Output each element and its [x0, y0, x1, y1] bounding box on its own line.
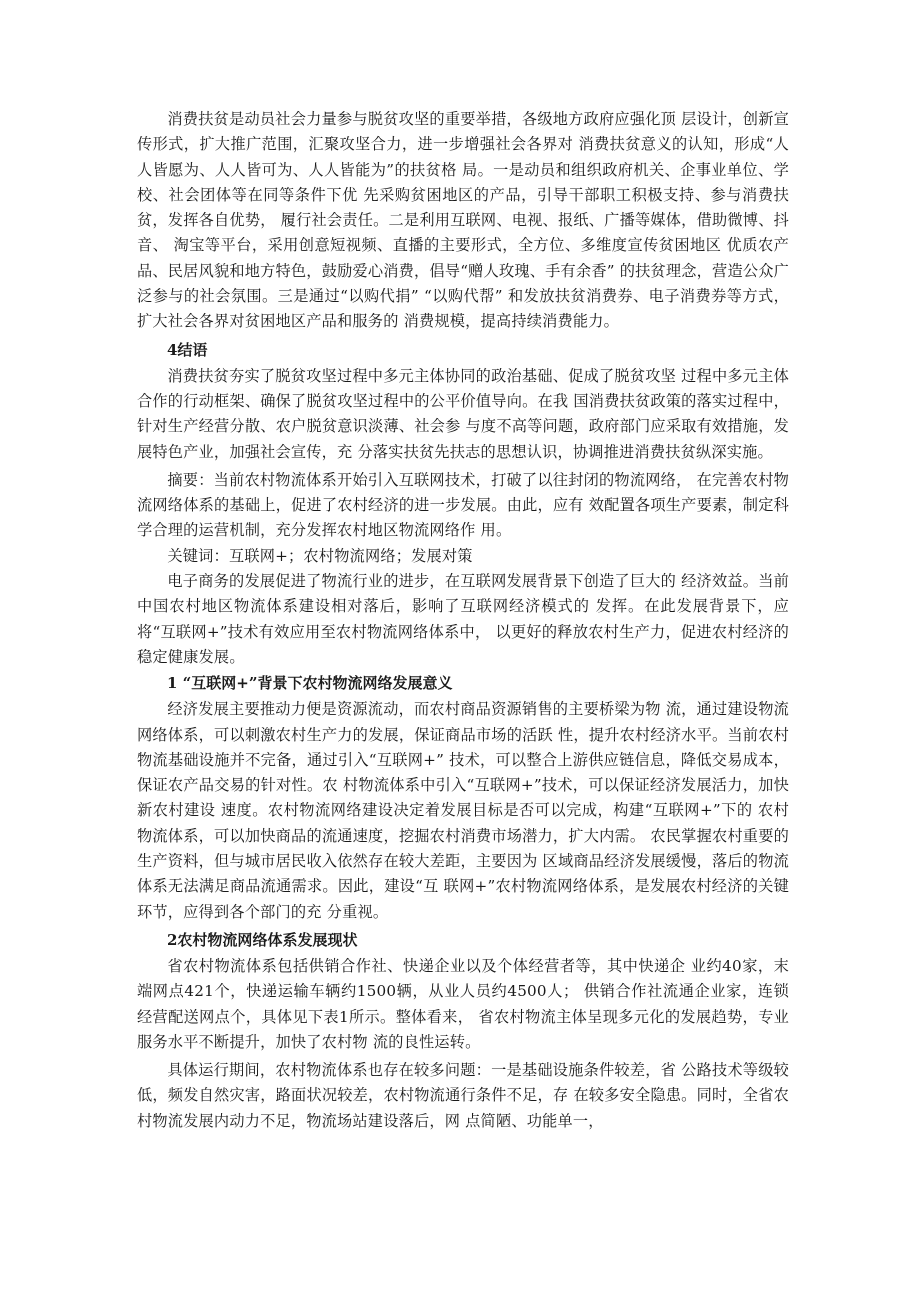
paragraph-abstract: 摘要：当前农村物流体系开始引入互联网技术，打破了以往封闭的物流网络， 在完善农村物流网络体系的基础上，促进了农村经济的进一步发展。由此，应有 效配置各项生产要素，制定科学合理的运营机制，充分发挥农村地区物流网络作 用。	[137, 470, 789, 540]
paragraph-introduction: 电子商务的发展促进了物流行业的进步，在互联网发展背景下创造了巨大的 经济效益。当前中国农村地区物流体系建设相对落后，影响了互联网经济模式的 发挥。在此发展背景下，应将“互联网+”技术有效应用至农村物流网络体系中， 以更好的释放农村生产力，促进农村经济的稳定健康发展。	[137, 572, 789, 666]
paragraph-keywords: 关键词：互联网+；农村物流网络；发展对策	[167, 546, 473, 565]
heading-conclusion: 4结语	[167, 340, 208, 359]
paragraph-section-2-status: 省农村物流体系包括供销合作社、快递企业以及个体经营者等，其中快递企 业约40家，末端网点421个，快递运输车辆约1500辆，从业人员约4500人； 供销合作社流通企业家，连锁经营配送网点个，具体见下表1所示。整体看来， 省农村物流主体呈现多元化的发展趋势，专业服务水平不断提升，加快了农村物 流的良性运转。	[137, 956, 789, 1051]
paragraph-consumption-poverty-measures: 消费扶贫是动员社会力量参与脱贫攻坚的重要举措，各级地方政府应强化顶 层设计，创新宣传形式，扩大推广范围，汇聚攻坚合力，进一步增强社会各界对 消费扶贫意义的认知，形成“人人皆愿为、人人皆可为、人人皆能为”的扶贫格 局。一是动员和组织政府机关、企事业单位、学校、社会团体等在同等条件下优 先采购贫困地区的产品，引导干部职工积极支持、参与消费扶贫，发挥各自优势， 履行社会责任。二是利用互联网、电视、报纸、广播等媒体，借助微博、抖音、 淘宝等平台，采用创意短视频、直播的主要形式，全方位、多维度宣传贫困地区 优质农产品、民居风貌和地方特色，鼓励爱心消费，倡导“赠人玫瑰、手有余香” 的扶贫理念，营造公众广泛参与的社会氛围。三是通过“以购代捐” “以购代帮” 和发放扶贫消费券、电子消费券等方式，扩大社会各界对贫困地区产品和服务的 消费规模，提高持续消费能力。	[137, 110, 789, 331]
document-page	[137, 107, 789, 1134]
heading-section-2: 2农村物流网络体系发展现状	[167, 930, 358, 949]
heading-section-1: 1 “互联网+”背景下农村物流网络发展意义	[167, 674, 453, 693]
paragraph-conclusion: 消费扶贫夯实了脱贫攻坚过程中多元主体协同的政治基础、促成了脱贫攻坚 过程中多元主体合作的行动框架、确保了脱贫攻坚过程中的公平价值导向。在我 国消费扶贫政策的落实过程中，针对生产经营分散、农户脱贫意识淡薄、社会参 与度不高等问题，政府部门应采取有效措施，发展特色产业，加强社会宣传，充 分落实扶贫先扶志的思想认识，协调推进消费扶贫纵深实施。	[137, 366, 789, 461]
paragraph-section-2-problems: 具体运行期间，农村物流体系也存在较多问题：一是基础设施条件较差，省 公路技术等级较低，频发自然灾害，路面状况较差，农村物流通行条件不足，存 在较多安全隐患。同时，全省农村物流发展内动力不足，物流场站建设落后，网 点简陋、功能单一，	[137, 1061, 789, 1130]
paragraph-section-1: 经济发展主要推动力便是资源流动，而农村商品资源销售的主要桥梁为物 流，通过建设物流网络体系，可以刺激农村生产力的发展，保证商品市场的活跃 性，提升农村经济水平。当前农村物流基础设施并不完备，通过引入“互联网+” 技术，可以整合上游供应链信息，降低交易成本，保证农产品交易的针对性。农 村物流体系中引入“互联网+”技术，可以保证经济发展活力，加快新农村建设 速度。农村物流网络建设决定着发展目标是否可以完成，构建“互联网+”下的 农村物流体系，可以加快商品的流通速度，挖掘农村消费市场潜力，扩大内需。 农民掌握农村重要的生产资料，但与城市居民收入依然存在较大差距，主要因为 区域商品经济发展缓慢，落后的物流体系无法满足商品流通需求。因此，建设“互 联网+”农村物流网络体系，是发展农村经济的关键环节，应得到各个部门的充 分重视。	[137, 700, 789, 921]
